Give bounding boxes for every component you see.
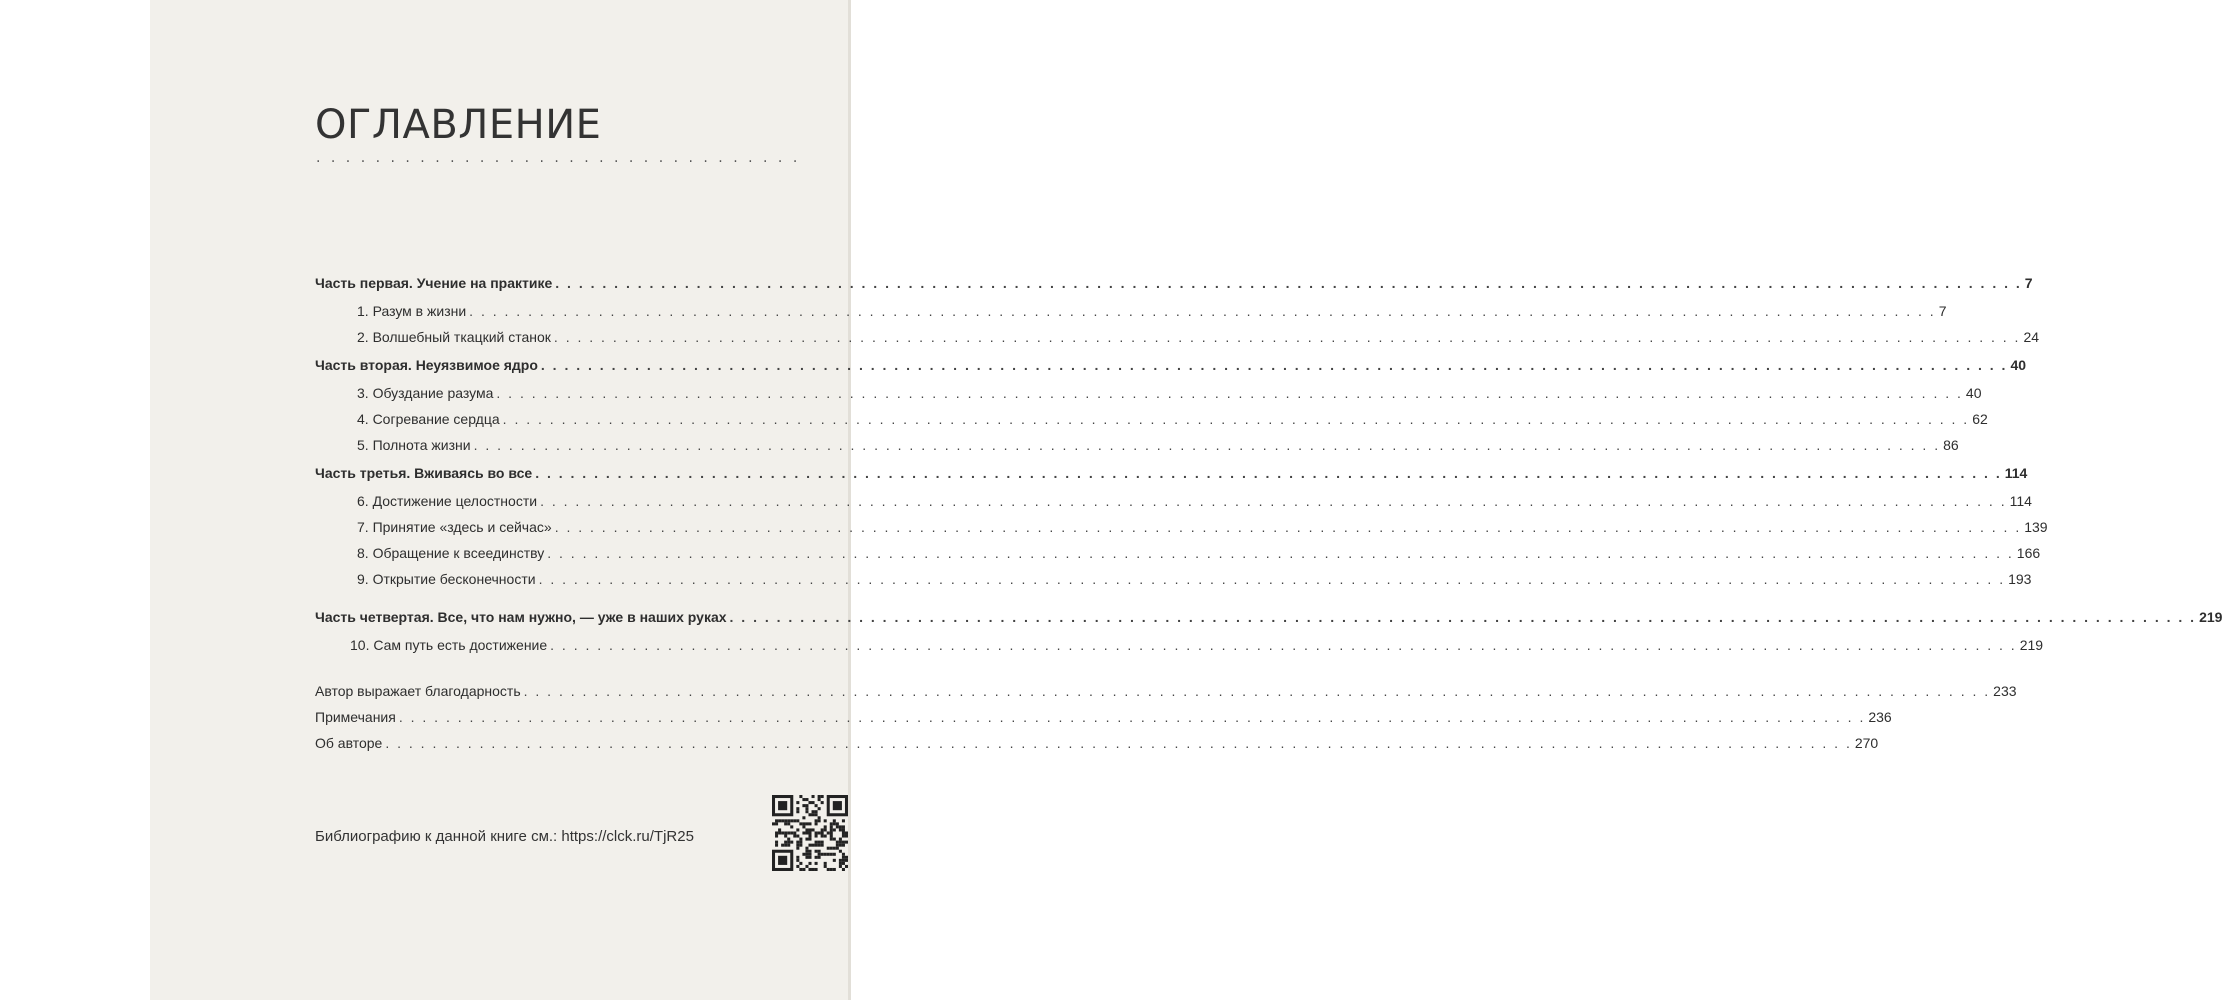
toc-chapter-entry: [357, 329, 2040, 355]
toc-leader-dots: [730, 609, 2197, 625]
toc-page-number: 24: [2023, 329, 2040, 345]
toc-backmatter-entry: [315, 683, 2017, 709]
toc-page-number: 270: [1854, 735, 1879, 751]
toc-chapter-entry: [357, 303, 1947, 329]
toc-leader-dots: [385, 735, 1852, 751]
page-title: ОГЛАВЛЕНИЕ: [315, 102, 602, 148]
toc-leader-dots: [535, 465, 2002, 481]
toc-entry-title: Часть вторая. Неуязвимое ядро: [315, 357, 538, 373]
toc-page-number: 114: [2009, 493, 2032, 509]
toc-chapter-entry: [357, 545, 2041, 571]
toc-leader-dots: [469, 303, 1936, 319]
toc-backmatter-entry: [315, 709, 1892, 735]
toc-page-number: 193: [2008, 571, 2032, 587]
toc-page-number: 114: [2004, 465, 2028, 481]
toc-page-number: 7: [2024, 275, 2033, 291]
toc-chapter-entry: [357, 385, 1982, 411]
toc-entry-title: 6. Достижение целостности: [357, 493, 538, 509]
toc-part-entry: [315, 275, 2033, 301]
toc-leader-dots: [540, 493, 2007, 509]
toc-leader-dots: [547, 545, 2014, 561]
toc-page-number: 166: [2016, 545, 2041, 561]
toc-entry-title: 9. Открытие бесконечности: [357, 571, 536, 587]
toc-chapter-entry: [357, 411, 1988, 437]
toc-page-number: 219: [2199, 609, 2222, 625]
toc-leader-dots: [524, 683, 1991, 699]
toc-entry-title: 7. Принятие «здесь и сейчас»: [357, 519, 552, 535]
toc-page-number: 233: [1993, 683, 2017, 699]
toc-page-number: 40: [1965, 385, 1982, 401]
toc-chapter-entry: [357, 437, 1959, 463]
toc-entry-title: 2. Волшебный ткацкий станок: [357, 329, 551, 345]
toc-page-number: 62: [1972, 411, 1988, 427]
toc-leader-dots: [539, 571, 2006, 587]
qr-code-graphic: [772, 795, 848, 871]
toc-leader-dots: [555, 519, 2022, 535]
toc-page-number: 86: [1943, 437, 1959, 453]
toc-page-number: 139: [2024, 519, 2048, 535]
toc-leader-dots: [474, 437, 1941, 453]
toc-entry-title: Часть четвертая. Все, что нам нужно, — уже в наших руках: [315, 609, 727, 625]
toc-leader-dots: [399, 709, 1866, 725]
toc-page-number: 40: [2010, 357, 2027, 373]
toc-leader-dots: [550, 637, 2017, 653]
toc-entry-title: 8. Обращение к всеединству: [357, 545, 545, 561]
toc-leader-dots: [555, 275, 2022, 291]
qr-code-icon[interactable]: [772, 795, 848, 871]
toc-part-entry: [315, 465, 2028, 491]
toc-entry-title: 1. Разум в жизни: [357, 303, 467, 319]
toc-backmatter-entry: [315, 735, 1879, 761]
toc-entry-title: 5. Полнота жизни: [357, 437, 471, 453]
toc-page-number: 236: [1868, 709, 1892, 725]
toc-entry-title: Часть третья. Вживаясь во все: [315, 465, 533, 481]
toc-entry-title: 3. Обуздание разума: [357, 385, 494, 401]
toc-chapter-entry: [357, 571, 2032, 597]
toc-entry-title: Автор выражает благодарность: [315, 683, 521, 699]
toc-chapter-entry: [357, 519, 2048, 545]
toc-page-number: 7: [1938, 303, 1947, 319]
bibliography-note: Библиографию к данной книге см.: https://clck.ru/TjR25: [315, 828, 694, 845]
toc-entry-title: 10. Сам путь есть достижение: [350, 637, 548, 653]
toc-part-entry: [315, 357, 2027, 383]
toc-leader-dots: [554, 329, 2021, 345]
toc-leader-dots: [541, 357, 2008, 373]
toc-part-entry: [315, 609, 2222, 635]
toc-entry-title: Часть первая. Учение на практике: [315, 275, 553, 291]
toc-entry-title: Об авторе: [315, 735, 383, 751]
toc-chapter-entry: [357, 493, 2032, 519]
toc-entry-title: 4. Согревание сердца: [357, 411, 500, 427]
toc-entry-title: Примечания: [315, 709, 396, 725]
toc-chapter-entry: [350, 637, 2044, 663]
title-underline-dots: . . . . . . . . . . . . . . . . . . . . . . . . . . . . . . . . .: [316, 150, 801, 166]
toc-page-number: 219: [2019, 637, 2044, 653]
toc-leader-dots: [503, 411, 1970, 427]
toc-leader-dots: [496, 385, 1963, 401]
